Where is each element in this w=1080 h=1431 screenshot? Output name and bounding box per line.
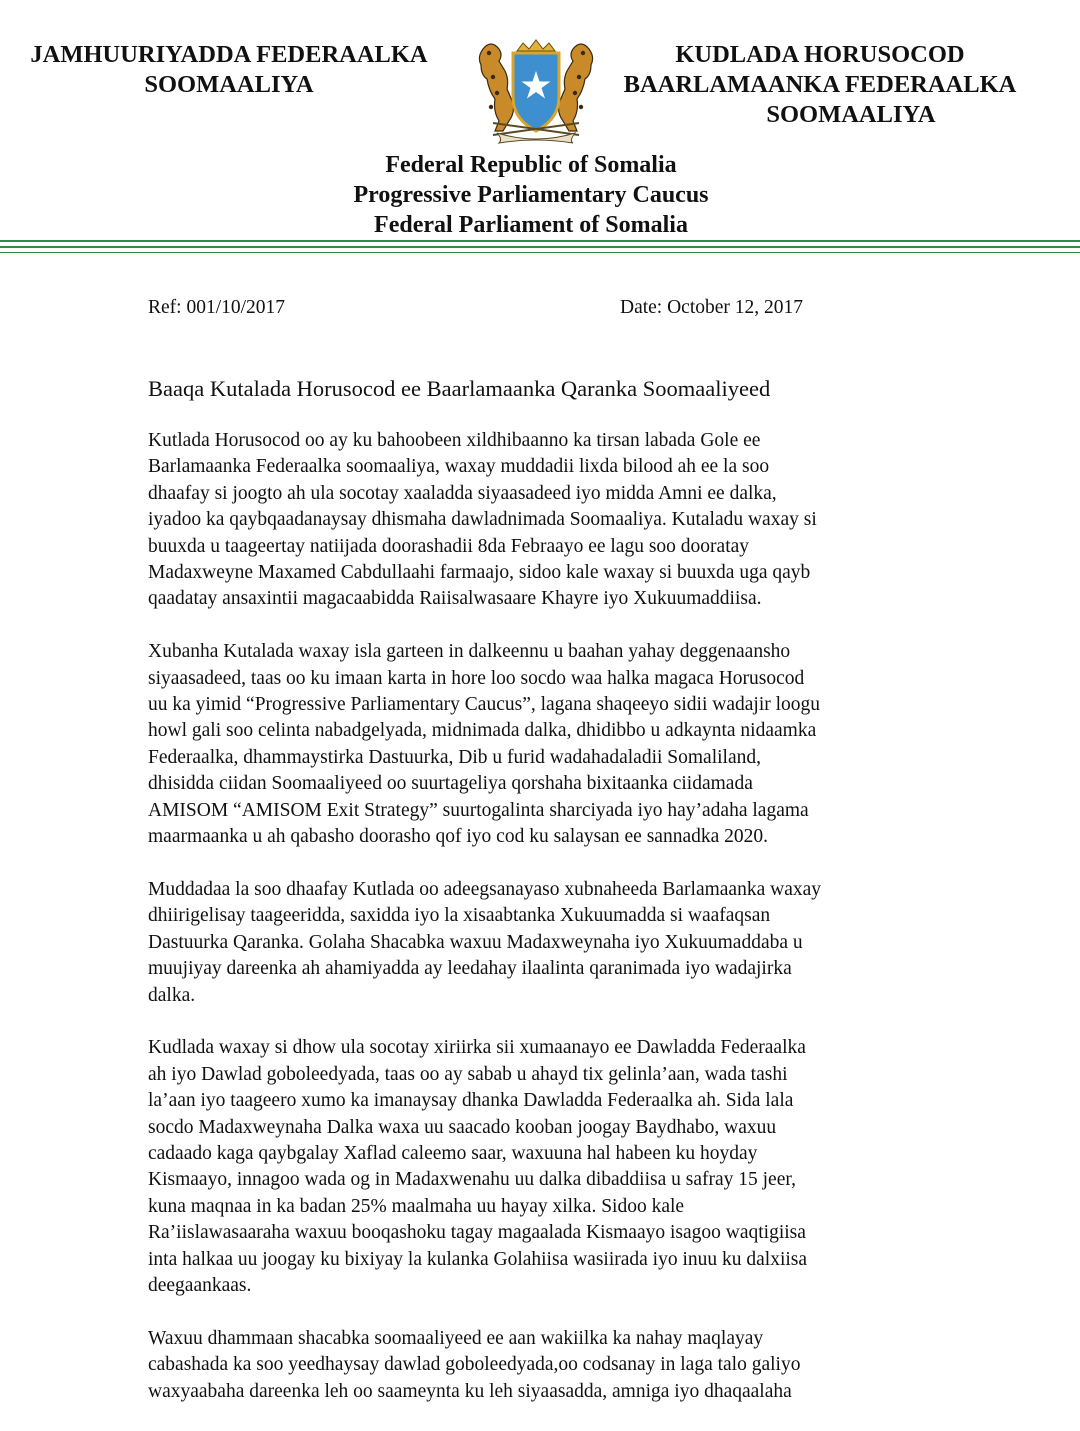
header-left-line-1: JAMHUURIYADDA FEDERAALKA: [30, 41, 428, 68]
document-title: Baaqa Kutalada Horusocod ee Baarlamaanka Qaranka Soomaaliyeed: [148, 376, 771, 401]
paragraph-1: [148, 428, 928, 613]
header-rule-2: [0, 246, 1080, 248]
paragraph-line: siyaasadeed, taas oo ku imaan karta in hore loo socdo waa halka magaca Horusocod: [148, 667, 805, 689]
header-left: [0, 40, 458, 100]
paragraph-line: la’aan iyo taageero xumo ka imanaysay dhanka Dawladda Federaalka ah. Sida lala: [148, 1090, 794, 1112]
paragraph-line: muujiyay dareenka ah ahamiyadda ay leedahay ilaalinta qaranimada iyo wadajirka: [148, 958, 792, 980]
paragraph-line: iyadoo ka qaybqaadanaysay dhismaha dawladnimada Soomaaliya. Kutaladu waxay si: [148, 509, 817, 531]
paragraph-line: dhiirigelisay taageeridda, saxidda iyo la xisaabtanka Xukuumadda si waafaqsan: [148, 905, 771, 927]
paragraph-line: cabashada ka soo yeedhaysay dawlad goboleedyada,oo codsanay in laga talo galiyo: [148, 1354, 801, 1376]
paragraph-line: dhisidda ciidan Soomaaliyeed oo suurtageliya qorshaha bixitaanka ciidamada: [148, 773, 753, 795]
paragraph-5: [148, 1326, 928, 1405]
paragraph-line: kuna maqnaa in ka badan 25% maalmaha uu hayay xilka. Sidoo kale: [148, 1195, 685, 1217]
paragraph-line: Madaxweyne Maxamed Cabdullaahi farmaajo, sidoo kale waxay si buuxda uga qayb: [148, 562, 811, 584]
paragraph-3: [148, 877, 928, 1009]
subheader-line-3: Federal Parliament of Somalia: [374, 212, 688, 238]
paragraph-line: Kutlada Horusocod oo ay ku bahoobeen xildhibaanno ka tirsan labada Gole ee: [148, 430, 761, 451]
header-rule-1: [0, 240, 1080, 242]
document-body: [148, 428, 928, 1431]
paragraph-line: Waxuu dhammaan shacabka soomaaliyeed ee aan wakiilka ka nahay maqlayay: [148, 1327, 764, 1349]
paragraph-line: Kudlada waxay si dhow ula socotay xiriirka sii xumaanayo ee Dawladda Federaalka: [148, 1037, 806, 1059]
subheader-line-1: Federal Republic of Somalia: [385, 152, 677, 178]
header-right-line-2: BAARLAMAANKA FEDERAALKA: [623, 71, 1017, 98]
header-right-line-3: SOOMAALIYA: [766, 101, 936, 128]
header-left-line-2: SOOMAALIYA: [144, 71, 314, 98]
paragraph-line: buuxda u taageertay natiijada doorashadii 8da Febraayo ee lagu soo dooratay: [148, 535, 750, 557]
paragraph-line: Kismaayo, innagoo wada og in Madaxwenahu uu dalka dibaddiisa u safray 15 jeer,: [148, 1169, 796, 1191]
paragraph-line: Xubanha Kutalada waxay isla garteen in dalkeennu u baahan yahay deggenaansho: [148, 641, 791, 663]
paragraph-line: ah iyo Dawlad goboleedyada, taas oo ay sabab u ahayd tix gelinla’aan, wada tashi: [148, 1063, 788, 1085]
paragraph-line: Ra’iislawasaaraha waxuu booqashoku tagay magaalada Kismaayo isagoo waqtigiisa: [148, 1222, 806, 1244]
paragraph-line: qaadatay ansaxintii magacaabidda Raiisalwasaare Khayre iyo Xukuumaddiisa.: [148, 588, 762, 610]
somalia-coat-of-arms-icon: [463, 37, 609, 145]
subheader: [0, 150, 1062, 240]
paragraph-4: [148, 1035, 928, 1299]
paragraph-line: howl gali soo celinta nabadgelyada, midnimada dalka, dhidibbo u adkaynta nidaamka: [148, 720, 817, 742]
paragraph-line: inta halkaa uu joogay ku bixiyay la kulanka Golahiisa wasiirada iyo inuu ku dalxiisa: [148, 1248, 808, 1270]
paragraph-line: Barlamaanka Federaalka soomaaliya, waxay muddadii lixda bilood ah ee la soo: [148, 456, 770, 478]
header-right-line-1: KUDLADA HORUSOCOD: [675, 41, 965, 68]
reference-number: Ref: 001/10/2017: [148, 297, 286, 318]
header-rule-3: [0, 252, 1080, 253]
paragraph-line: waxyaabaha dareenka leh oo saameynta ku leh siyaasadda, amniga iyo dhaqaalaha: [148, 1380, 792, 1402]
header-right: [600, 40, 1040, 130]
paragraph-line: Muddadaa la soo dhaafay Kutlada oo adeegsanayaso xubnaheeda Barlamaanka waxay: [148, 878, 822, 900]
paragraph-2: [148, 639, 928, 850]
paragraph-line: Dastuurka Qaranka. Golaha Shacabka waxuu Madaxweynaha iyo Xukuumaddaba u: [148, 931, 803, 953]
paragraph-line: deegaankaas.: [148, 1274, 252, 1296]
paragraph-line: socdo Madaxweynaha Dalka waxa uu saacado kooban joogay Baydhabo, waxuu: [148, 1116, 777, 1138]
document-date: Date: October 12, 2017: [620, 297, 804, 318]
subheader-line-2: Progressive Parliamentary Caucus: [353, 182, 709, 208]
paragraph-line: dalka.: [148, 984, 196, 1006]
paragraph-line: maarmaanka u ah qabasho doorasho qof iyo cod ku salaysan ee sannadka 2020.: [148, 826, 769, 848]
paragraph-line: Federaalka, dhammaystirka Dastuurka, Dib u furid wadahadaladii Somaliland,: [148, 746, 761, 768]
paragraph-line: cadaado kaga qaybgalay Xaflad caleemo saar, waxuuna hal habeen ku hoyday: [148, 1142, 758, 1164]
paragraph-line: dhaafay si joogto ah ula socotay xaaladda siyaasadeed iyo midda Amni ee dalka,: [148, 482, 777, 504]
paragraph-line: AMISOM “AMISOM Exit Strategy” suurtogalinta sharciyada iyo hay’adaha lagama: [148, 799, 809, 821]
paragraph-line: uu ka yimid “Progressive Parliamentary Caucus”, lagana shaqeeyo sidii wadajir loogu: [148, 694, 821, 716]
